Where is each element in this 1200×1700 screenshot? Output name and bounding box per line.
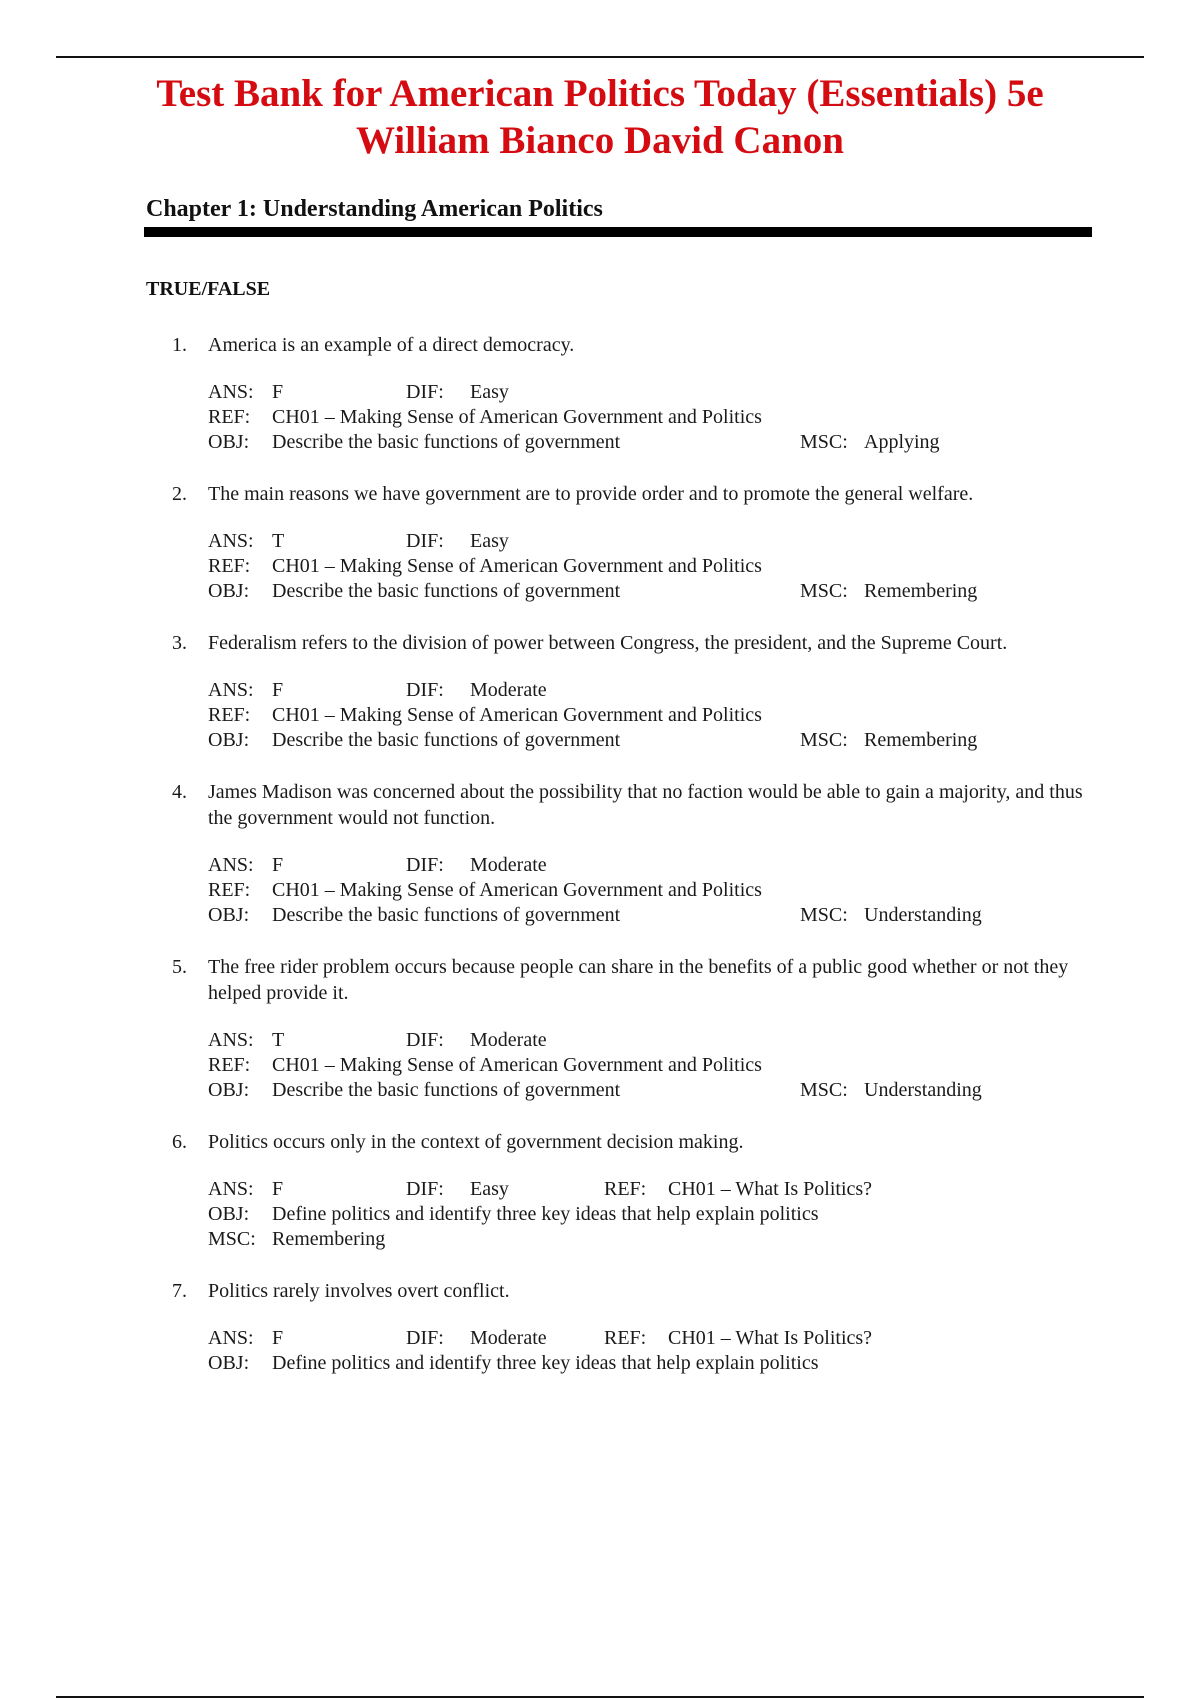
question-text: Politics rarely involves overt conflict. — [208, 1280, 510, 1302]
question-item — [0, 954, 1200, 1103]
question-number: 3. — [172, 632, 187, 654]
ref-label: REF: — [604, 1327, 647, 1349]
ref-label: REF: — [208, 1054, 251, 1076]
ref-label: REF: — [604, 1178, 647, 1200]
dif-label: DIF: — [406, 1029, 444, 1051]
obj-value: Describe the basic functions of government — [272, 580, 621, 602]
ref-value: CH01 – Making Sense of American Government and Politics — [272, 704, 762, 726]
obj-value: Describe the basic functions of government — [272, 729, 621, 751]
question-number: 2. — [172, 483, 187, 505]
ans-label: ANS: — [208, 854, 254, 876]
ref-value: CH01 – What Is Politics? — [668, 1327, 873, 1349]
msc-value: Understanding — [864, 904, 982, 926]
ans-label: ANS: — [208, 381, 254, 403]
ref-value: CH01 – Making Sense of American Government and Politics — [272, 406, 762, 428]
answer-meta — [0, 380, 1200, 455]
dif-value: Moderate — [470, 854, 547, 876]
ans-label: ANS: — [208, 1178, 254, 1200]
msc-value: Understanding — [864, 1079, 982, 1101]
ref-label: REF: — [208, 879, 251, 901]
question-number: 4. — [172, 781, 187, 803]
dif-label: DIF: — [406, 1327, 444, 1349]
ans-value: F — [272, 1178, 284, 1200]
question-text: James Madison was concerned about the possibility that no faction would be able to gain a majority, and thus the government would not function. — [208, 781, 1083, 829]
question-text: Politics occurs only in the context of government decision making. — [208, 1131, 744, 1153]
msc-value: Applying — [864, 431, 940, 453]
msc-value: Remembering — [864, 580, 978, 602]
bottom-rule — [56, 1696, 1144, 1698]
obj-label: OBJ: — [208, 1079, 250, 1101]
dif-value: Easy — [470, 530, 509, 552]
msc-label: MSC: — [800, 1079, 848, 1101]
question-item — [0, 779, 1200, 928]
dif-value: Easy — [470, 381, 509, 403]
title-line-1: Test Bank for American Politics Today (Essentials) 5e — [156, 72, 1044, 115]
question-text: The free rider problem occurs because people can share in the benefits of a public good whether or not they helped provide it. — [208, 956, 1069, 1004]
dif-value: Easy — [470, 1178, 509, 1200]
ans-value: F — [272, 1327, 284, 1349]
msc-label: MSC: — [800, 580, 848, 602]
question-text: Federalism refers to the division of power between Congress, the president, and the Supreme Court. — [208, 632, 1008, 654]
answer-meta — [0, 1028, 1200, 1103]
ans-value: T — [272, 1029, 285, 1051]
ans-value: F — [272, 854, 284, 876]
question-list — [0, 332, 1200, 1402]
obj-label: OBJ: — [208, 1352, 250, 1374]
ans-value: T — [272, 530, 285, 552]
question-text: The main reasons we have government are to provide order and to promote the general welfare. — [208, 483, 974, 505]
ans-label: ANS: — [208, 679, 254, 701]
question-text: America is an example of a direct democracy. — [208, 334, 575, 356]
msc-label: MSC: — [800, 431, 848, 453]
answer-meta — [0, 853, 1200, 928]
answer-meta — [0, 678, 1200, 753]
dif-label: DIF: — [406, 530, 444, 552]
obj-label: OBJ: — [208, 904, 250, 926]
question-number: 6. — [172, 1131, 187, 1153]
answer-meta — [0, 1326, 1200, 1376]
msc-value: Remembering — [272, 1228, 386, 1250]
obj-value: Define politics and identify three key ideas that help explain politics — [272, 1352, 819, 1374]
dif-value: Moderate — [470, 679, 547, 701]
question-item — [0, 481, 1200, 604]
ref-label: REF: — [208, 704, 251, 726]
obj-label: OBJ: — [208, 431, 250, 453]
dif-label: DIF: — [406, 381, 444, 403]
chapter-underline-bar — [144, 227, 1092, 237]
msc-label: MSC: — [800, 904, 848, 926]
ref-value: CH01 – Making Sense of American Government and Politics — [272, 1054, 762, 1076]
ref-label: REF: — [208, 555, 251, 577]
question-item — [0, 332, 1200, 455]
dif-value: Moderate — [470, 1029, 547, 1051]
ans-label: ANS: — [208, 530, 254, 552]
ans-value: F — [272, 679, 284, 701]
question-number: 1. — [172, 334, 187, 356]
dif-label: DIF: — [406, 679, 444, 701]
question-number: 7. — [172, 1280, 187, 1302]
title-line-2: William Bianco David Canon — [356, 119, 844, 162]
section-heading: TRUE/FALSE — [146, 278, 271, 300]
obj-value: Describe the basic functions of government — [272, 904, 621, 926]
document-title — [120, 70, 1080, 164]
msc-value: Remembering — [864, 729, 978, 751]
answer-meta — [0, 1177, 1200, 1252]
ans-label: ANS: — [208, 1327, 254, 1349]
msc-label: MSC: — [800, 729, 848, 751]
question-number: 5. — [172, 956, 187, 978]
question-item — [0, 1278, 1200, 1376]
obj-label: OBJ: — [208, 1203, 250, 1225]
ref-value: CH01 – Making Sense of American Government and Politics — [272, 555, 762, 577]
chapter-heading: Chapter 1: Understanding American Politics — [146, 196, 603, 222]
obj-value: Describe the basic functions of government — [272, 1079, 621, 1101]
question-item — [0, 630, 1200, 753]
dif-label: DIF: — [406, 854, 444, 876]
answer-meta — [0, 529, 1200, 604]
obj-value: Define politics and identify three key ideas that help explain politics — [272, 1203, 819, 1225]
obj-label: OBJ: — [208, 729, 250, 751]
dif-label: DIF: — [406, 1178, 444, 1200]
obj-value: Describe the basic functions of government — [272, 431, 621, 453]
obj-label: OBJ: — [208, 580, 250, 602]
ref-value: CH01 – What Is Politics? — [668, 1178, 873, 1200]
top-rule — [56, 56, 1144, 58]
msc-label: MSC: — [208, 1228, 256, 1250]
dif-value: Moderate — [470, 1327, 547, 1349]
ans-value: F — [272, 381, 284, 403]
question-item — [0, 1129, 1200, 1252]
ref-value: CH01 – Making Sense of American Government and Politics — [272, 879, 762, 901]
ans-label: ANS: — [208, 1029, 254, 1051]
ref-label: REF: — [208, 406, 251, 428]
